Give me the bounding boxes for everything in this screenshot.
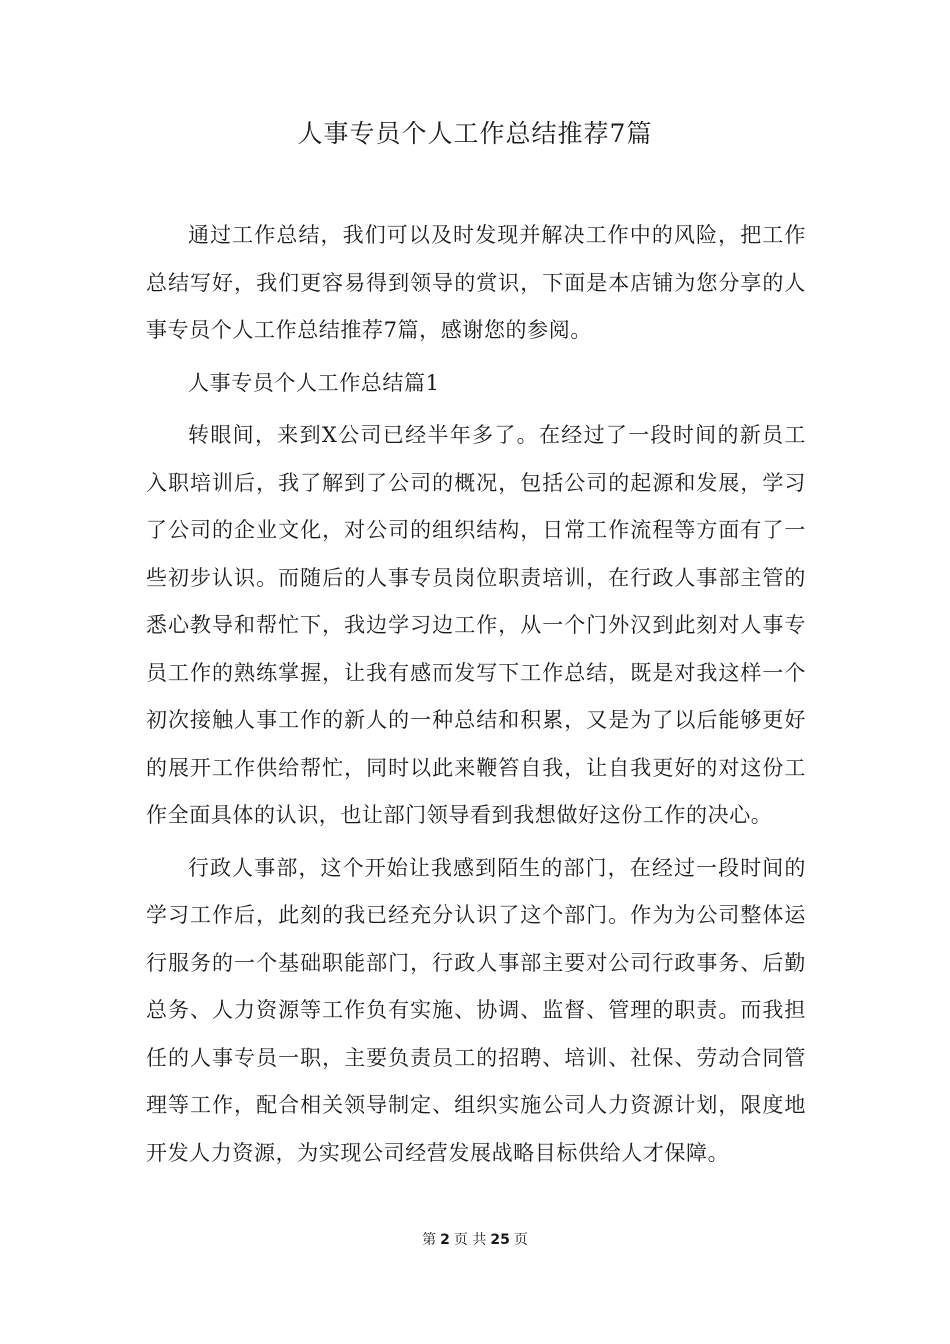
footer-prefix: 第 (422, 1232, 437, 1248)
document-body (146, 212, 806, 1182)
total-pages-number: 25 (490, 1232, 510, 1248)
body-paragraph: 转眼间，来到X公司已经半年多了。在经过了一段时间的新员工入职培训后，我了解到了公司的概况，包括公司的起源和发展，学习了公司的企业文化，对公司的组织结构，日常工作流程等方面有了一些初步认识。而随后的人事专员岗位职责培训，在行政人事部主管的悉心教导和帮忙下，我边学习边工作，从一个门外汉到此刻对人事专员工作的熟练掌握，让我有感而发写下工作总结，既是对我这样一个初次接触人事工作的新人的一种总结和积累，又是为了以后能够更好的展开工作供给帮忙，同时以此来鞭笞自我，让自我更好的对这份工作全面具体的认识，也让部门领导看到我想做好这份工作的决心。 (146, 423, 806, 827)
document-title: 人事专员个人工作总结推荐7篇 (297, 119, 653, 148)
footer-suffix: 页 (513, 1232, 528, 1248)
body-paragraph: 行政人事部，这个开始让我感到陌生的部门，在经过一段时间的学习工作后，此刻的我已经充分认识了这个部门。作为为公司整体运行服务的一个基础职能部门，行政人事部主要对公司行政事务、后勤总务、人力资源等工作负有实施、协调、监督、管理的职责。而我担任的人事专员一职，主要负责员工的招聘、培训、社保、劳动合同管理等工作，配合相关领导制定、组织实施公司人力资源计划，限度地开发人力资源，为实现公司经营发展战略目标供给人才保障。 (146, 855, 806, 1165)
section-heading: 人事专员个人工作总结篇1 (188, 370, 440, 395)
page-footer (0, 1230, 950, 1250)
current-page-number: 2 (440, 1232, 450, 1248)
footer-middle: 页 共 (453, 1232, 487, 1248)
intro-paragraph: 通过工作总结，我们可以及时发现并解决工作中的风险，把工作总结写好，我们更容易得到领导的赏识，下面是本店铺为您分享的人事专员个人工作总结推荐7篇，感谢您的参阅。 (146, 223, 806, 342)
